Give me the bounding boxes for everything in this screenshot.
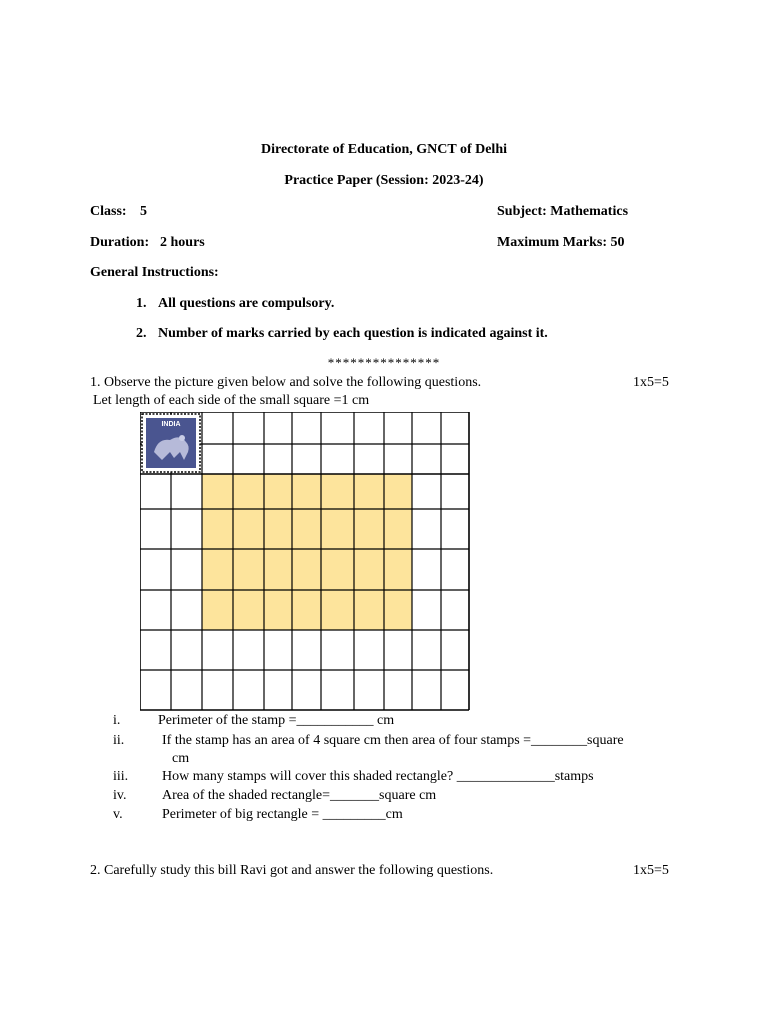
duration-label: Duration: <box>90 235 150 250</box>
instructions-title: General Instructions: <box>90 265 219 280</box>
q1-given: Let length of each side of the small square =1 cm <box>93 393 370 408</box>
instruction-text-1: All questions are compulsory. <box>158 296 335 311</box>
q1-sub-text-5: Perimeter of big rectangle = _________cm <box>162 807 403 822</box>
q1-sub-num-4: iv. <box>113 788 127 803</box>
class-value: 5 <box>140 204 147 219</box>
q1-sub-num-1: i. <box>113 713 121 728</box>
q2-marks: 1x5=5 <box>633 863 669 878</box>
q1-sub-text-1: Perimeter of the stamp =___________ cm <box>158 713 395 728</box>
stamp-text: INDIA <box>161 421 181 428</box>
q2-prompt: 2. Carefully study this bill Ravi got and answer the following questions. <box>90 863 494 878</box>
max-marks-label: Maximum Marks: 50 <box>497 235 625 250</box>
class-label: Class: <box>90 204 127 219</box>
header-practice-paper: Practice Paper (Session: 2023-24) <box>284 173 484 188</box>
q1-sub-text-2-cont: cm <box>172 751 190 766</box>
separator: *************** <box>327 355 441 370</box>
q1-sub-num-3: iii. <box>113 769 129 784</box>
subject-label: Subject: Mathematics <box>497 204 629 219</box>
instruction-text-2: Number of marks carried by each question is indicated against it. <box>158 326 548 341</box>
q1-sub-num-2: ii. <box>113 733 125 748</box>
grid-figure <box>140 412 470 712</box>
q1-sub-text-4: Area of the shaded rectangle=_______square cm <box>162 788 437 803</box>
duration-value: 2 hours <box>160 235 205 250</box>
instruction-num-1: 1. <box>136 296 147 311</box>
header-directorate: Directorate of Education, GNCT of Delhi <box>260 142 507 157</box>
grid-svg <box>140 412 470 712</box>
q1-prompt: 1. Observe the picture given below and solve the following questions. <box>90 375 482 390</box>
instruction-num-2: 2. <box>136 326 147 341</box>
q1-sub-num-5: v. <box>113 807 123 822</box>
q1-sub-text-3: How many stamps will cover this shaded rectangle? ______________stamps <box>162 769 594 784</box>
stamp-icon <box>142 414 200 472</box>
q1-marks: 1x5=5 <box>633 375 669 390</box>
q1-sub-text-2: If the stamp has an area of 4 square cm then area of four stamps =________square <box>162 733 624 748</box>
